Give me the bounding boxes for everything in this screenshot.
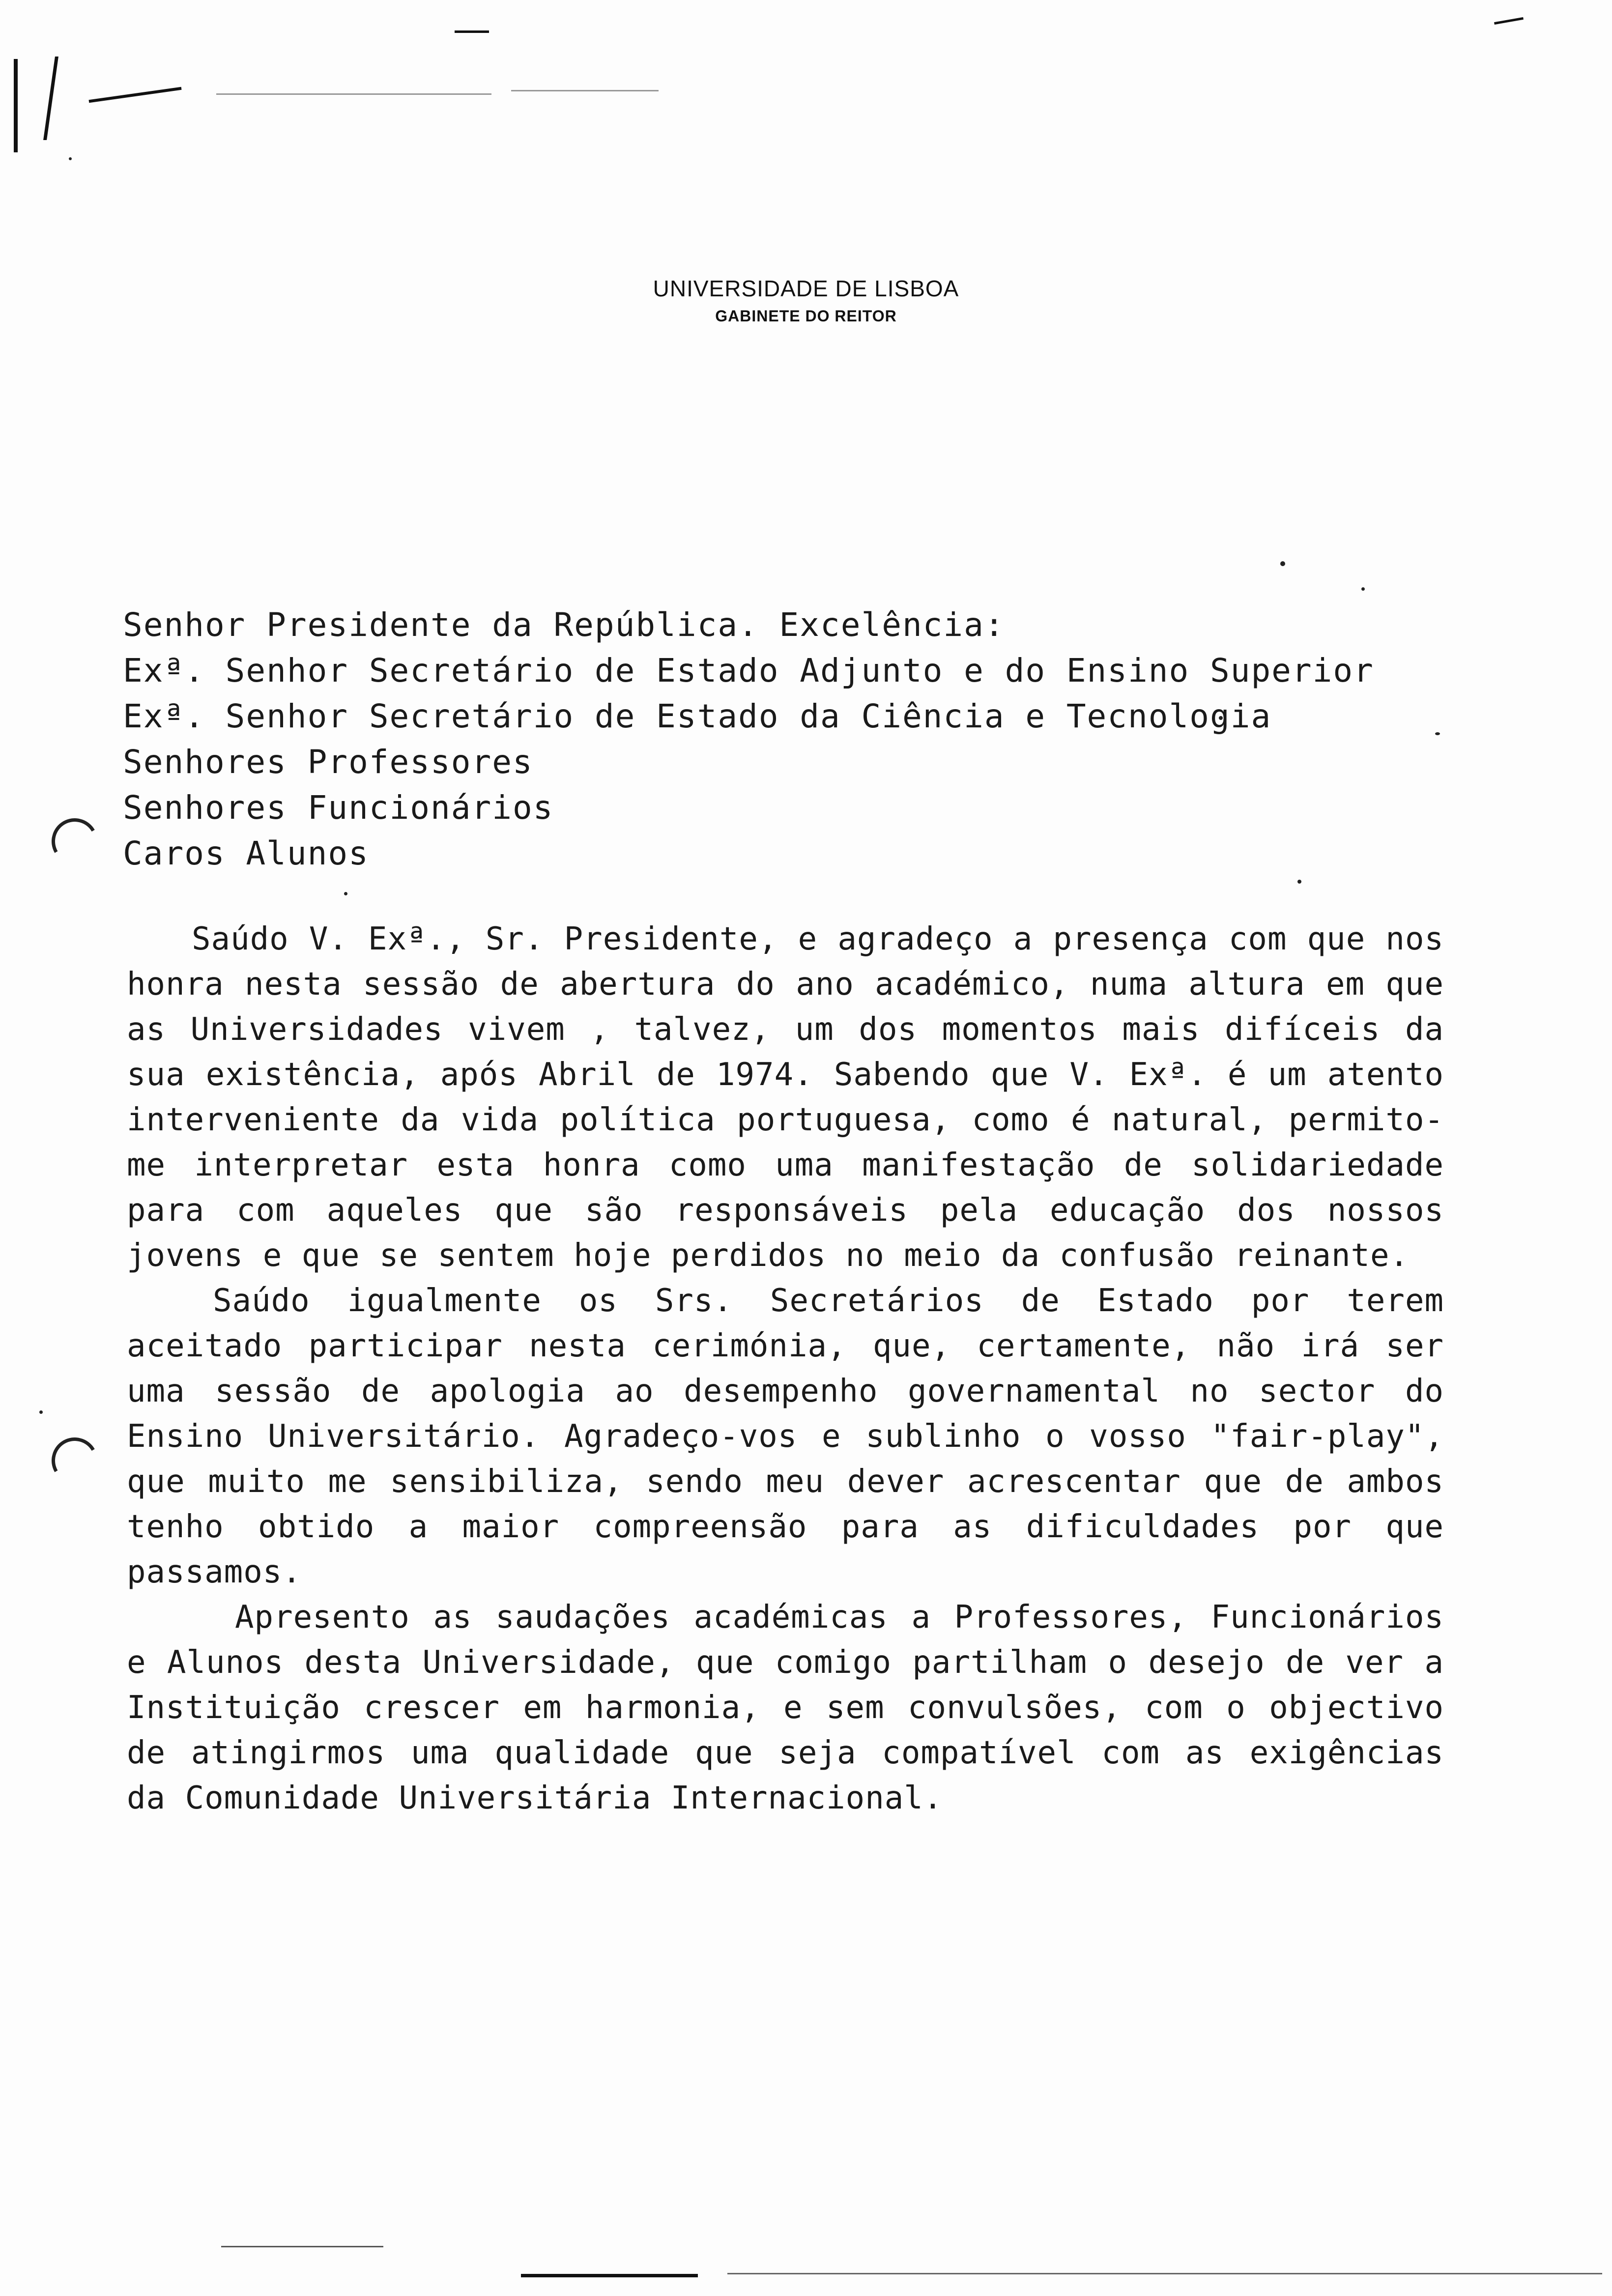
scan-dot-6: [344, 892, 347, 895]
salutation-block: [123, 602, 1374, 876]
scan-dot-5: [1297, 880, 1301, 884]
salutation-line: Senhor Presidente da República. Excelência:: [123, 606, 1005, 644]
punch-hole-lower: [46, 1432, 103, 1489]
salutation-line: Exª. Senhor Secretário de Estado da Ciência e Tecnologia: [123, 697, 1272, 735]
scan-mark-bottom: [521, 2274, 698, 2277]
salutation-line: Exª. Senhor Secretário de Estado Adjunto e do Ensino Superior: [123, 652, 1374, 689]
speech-body: [127, 917, 1444, 1821]
scan-mark-vertical-2: [43, 57, 58, 140]
scan-mark-top-right: [1494, 17, 1524, 25]
salutation-line: Caros Alunos: [123, 834, 369, 872]
salutation-line: Senhores Professores: [123, 743, 533, 781]
scan-mark-stroke: [89, 87, 182, 103]
paragraph-academic-greetings: Apresento as saudações académicas a Professores, Funcionários e Alunos desta Universidade, que comigo partilham o desejo de ver a Instituição crescer em harmonia, e sem convulsões, com o objectivo de atingirmos uma qualidade que seja compatível com as exigências da Comunidade Universitária Internacional.: [127, 1599, 1444, 1816]
paragraph-greeting-president: Saúdo V. Exª., Sr. Presidente, e agradeço a presença com que nos honra nesta sessão de abertura do ano académico, numa altura em que as Universidades vivem , talvez, um dos momentos mais difíceis da sua existência, após Abril de 1974. Sabendo que V. Exª. é um atento interveniente da vida política portuguesa, como é natural, permito-me interpretar esta honra como uma manifestação de solidariedade para com aqueles que são responsáveis pela educação dos nossos jovens e que se sentem hoje perdidos no meio da confusão reinante.: [127, 921, 1444, 1274]
scan-dot-8: [69, 157, 72, 160]
scan-mark-top: [455, 30, 489, 33]
scan-dash-top-2: [511, 90, 659, 91]
scan-mark-vertical-1: [14, 59, 18, 152]
institution-name: UNIVERSIDADE DE LISBOA: [653, 276, 959, 301]
scan-dot-7: [39, 1410, 43, 1414]
scan-dash-top: [216, 93, 491, 95]
scan-dot-4: [1435, 732, 1440, 735]
punch-hole-upper: [46, 813, 103, 869]
paragraph-greeting-secretaries: Saúdo igualmente os Srs. Secretários de Estado por terem aceitado participar nesta cerimónia, que, certamente, não irá ser uma sessão de apologia ao desempenho governamental no sector do Ensino Universitário. Agradeço-vos e sublinho o vosso "fair-play", que muito me sensibiliza, sendo meu dever acrescentar que de ambos tenho obtido a maior compreensão para as dificuldades por que passamos.: [127, 1283, 1444, 1590]
salutation-line: Senhores Funcionários: [123, 789, 554, 827]
scan-dash-bottom-1: [221, 2246, 383, 2247]
scan-dash-bottom-2: [727, 2273, 1602, 2274]
scan-dot-2: [1361, 587, 1365, 591]
letterhead: [560, 275, 1052, 325]
office-name: GABINETE DO REITOR: [715, 307, 897, 325]
scan-dot-1: [1280, 561, 1285, 566]
